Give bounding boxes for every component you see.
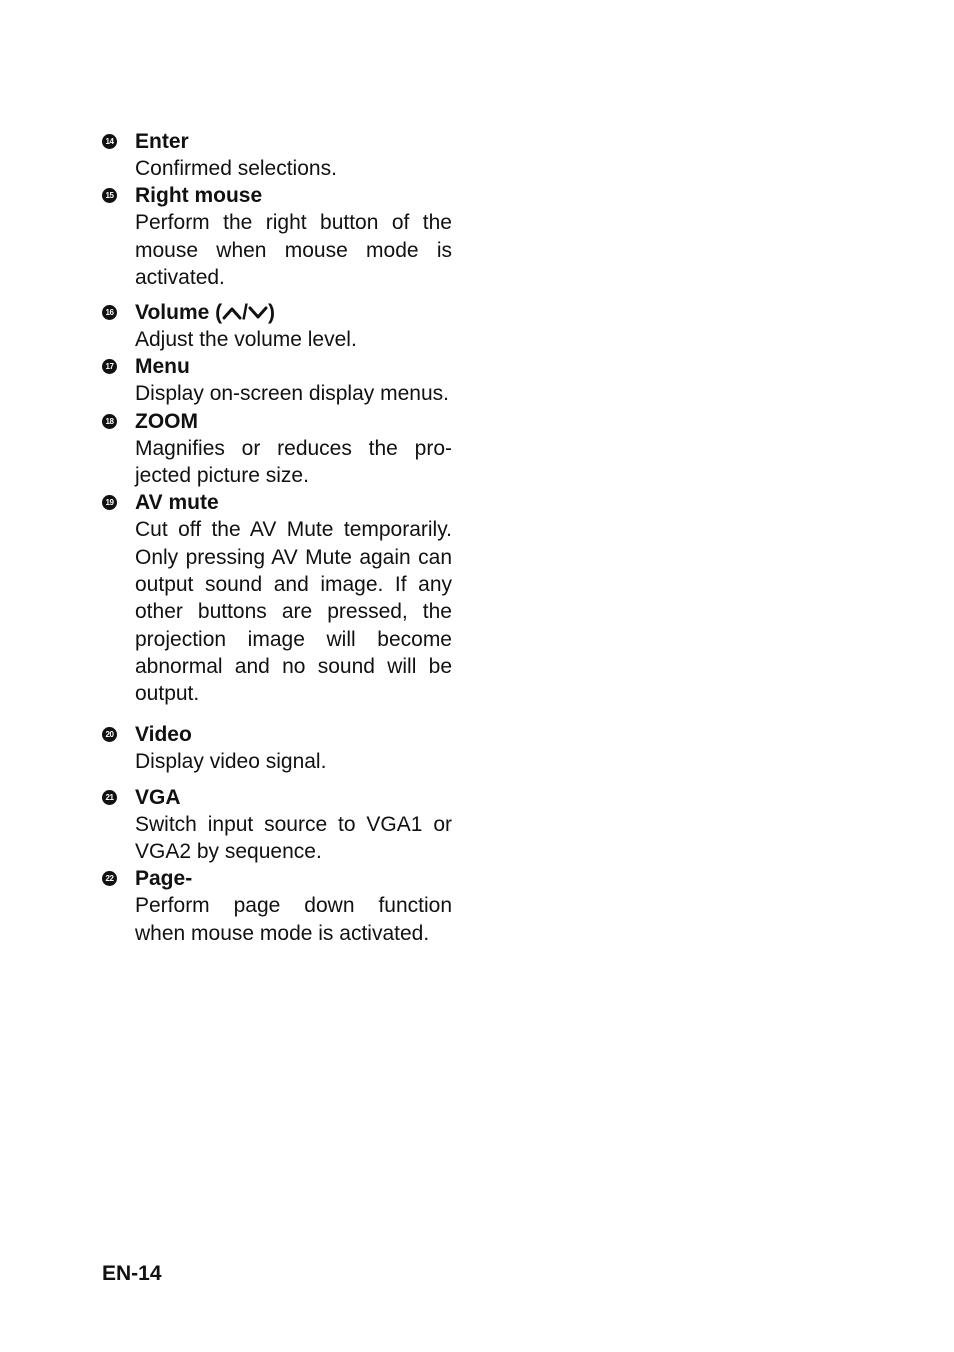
item-number-badge: 18 xyxy=(102,414,117,429)
list-item-right-mouse xyxy=(102,182,452,291)
item-description: Perform the right button of the mouse when mouse mode is activated. xyxy=(135,211,452,289)
list-item-enter xyxy=(102,128,452,182)
function-list xyxy=(102,128,452,947)
volume-title-suffix: ) xyxy=(267,301,275,325)
list-item-vga xyxy=(102,784,452,866)
item-description: Confirmed selections. xyxy=(135,157,337,180)
item-description: Perform page down function when mouse mode is activated. xyxy=(135,894,452,945)
item-description: Display video signal. xyxy=(135,750,327,774)
item-number-badge: 22 xyxy=(102,871,117,886)
chevron-down-icon xyxy=(248,305,268,321)
item-title xyxy=(135,299,452,326)
item-number-badge: 17 xyxy=(102,359,117,374)
list-item-av-mute xyxy=(102,489,452,707)
item-title: VGA xyxy=(135,785,181,809)
item-description: Magnifies or reduces the pro-jected picture size. xyxy=(135,436,452,488)
item-description: Adjust the volume level. xyxy=(135,328,357,352)
item-description: Display on-screen display menus. xyxy=(135,382,449,406)
item-title: Page- xyxy=(135,867,193,891)
item-number-badge: 21 xyxy=(102,790,117,805)
item-title: AV mute xyxy=(135,491,219,515)
item-description: Cut off the AV Mute temporarily. Only pressing AV Mute again can output sound and image. If any other buttons are pressed, the projection image will become abnormal and no sound will be output. xyxy=(135,518,452,706)
chevron-up-icon xyxy=(222,305,242,321)
item-title: Right mouse xyxy=(135,184,263,208)
item-title: Video xyxy=(135,723,192,747)
list-item-page-down xyxy=(102,865,452,947)
item-description: Switch input source to VGA1 or VGA2 by sequence. xyxy=(135,812,452,864)
item-number-badge: 19 xyxy=(102,495,117,510)
page-number: EN-14 xyxy=(102,1262,162,1285)
item-number-badge: 20 xyxy=(102,727,117,742)
item-title: ZOOM xyxy=(135,409,198,433)
list-item-video xyxy=(102,721,452,775)
item-number-badge: 14 xyxy=(102,134,117,149)
item-title: Menu xyxy=(135,355,190,379)
list-item-zoom xyxy=(102,408,452,490)
item-title: Enter xyxy=(135,130,189,153)
item-number-badge: 16 xyxy=(102,305,117,320)
list-item-volume xyxy=(102,299,452,353)
item-number-badge: 15 xyxy=(102,188,117,203)
volume-title-separator: / xyxy=(242,301,248,325)
volume-title-prefix: Volume ( xyxy=(135,301,223,325)
list-item-menu xyxy=(102,353,452,407)
